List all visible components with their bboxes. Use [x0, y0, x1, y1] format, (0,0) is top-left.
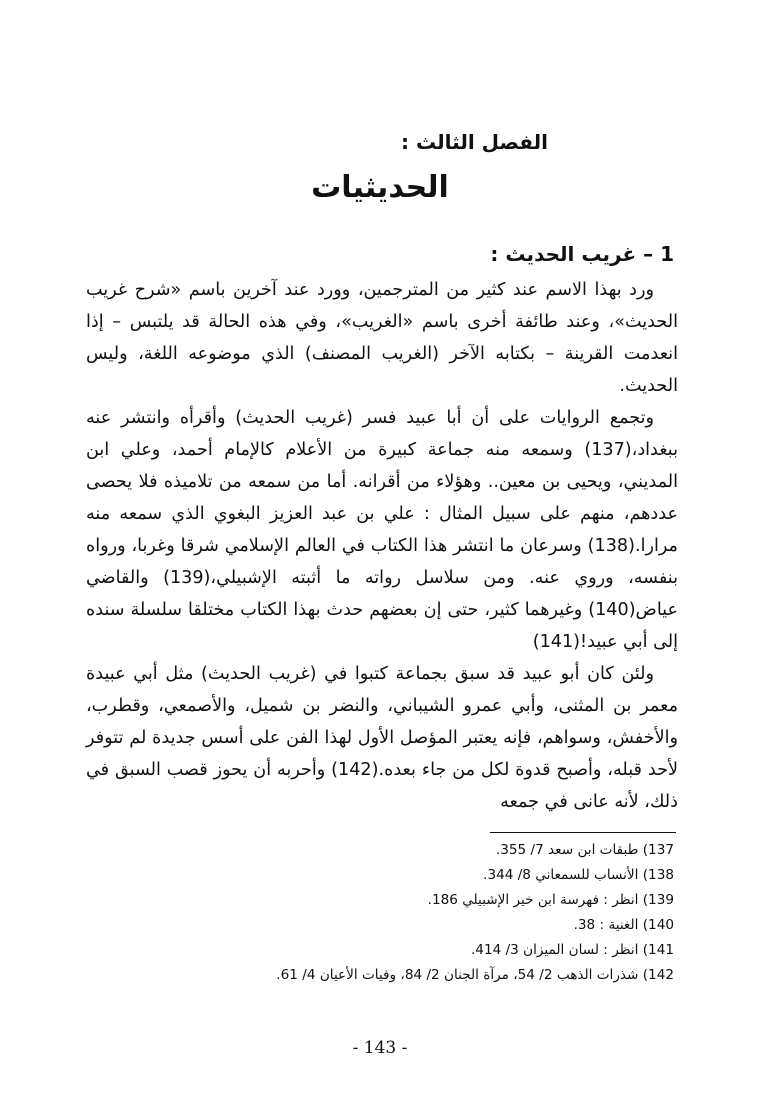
footnote: 138) الأنساب للسمعاني 8/ 344.	[483, 867, 674, 883]
footnote: 137) طبقات ابن سعد 7/ 355.	[495, 842, 674, 858]
footnote-separator	[490, 832, 676, 833]
page-number: - 143 -	[352, 1038, 408, 1058]
section-heading: 1 – غريب الحديث :	[490, 242, 674, 266]
paragraph: ورد بهذا الاسم عند كثير من المترجمين، وورد عند آخرين باسم «شرح غريب الحديث»، وعند طائفة أخرى باسم «الغريب»، وفي هذه الحالة قد يلتبس – إذا انعدمت القرينة – بكتابه الآخر (الغريب المصنف) الذي موضوعه اللغة، وليس الحديث.	[86, 280, 678, 396]
chapter-title: الحديثيات	[311, 170, 449, 205]
footnote: 142) شذرات الذهب 2/ 54، مرآة الجنان 2/ 84، وفيات الأعيان 4/ 61.	[276, 967, 674, 983]
paragraph: وتجمع الروايات على أن أبا عبيد فسر (غريب الحديث) وأقرأه وانتشر عنه ببغداد،(137) وسمعه منه جماعة كبيرة من الأعلام كالإمام أحمد، وعلي ابن المديني، ويحيى بن معين.. وهؤلاء من أقرانه. أما من سمعه من تلاميذه فلا يحصى عددهم، منهم على سبيل المثال : علي بن عبد العزيز البغوي الذي سمعه منه مرارا.(138) وسرعان ما انتشر هذا الكتاب في العالم الإسلامي شرقا وغربا، ورواه بنفسه، وروي عنه. ومن سلاسل رواته ما أثبته الإشبيلي،(139) والقاضي عياض(140) وغيرهما كثير، حتى إن بعضهم حدث بهذا الكتاب مختلقا سلسلة سنده إلى أبي عبيد!(141)	[86, 408, 678, 652]
footnote: 140) الغنية : 38.	[573, 917, 674, 933]
chapter-label: الفصل الثالث :	[401, 130, 548, 154]
body-text	[86, 274, 678, 818]
paragraph: ولئن كان أبو عبيد قد سبق بجماعة كتبوا في (غريب الحديث) مثل أبي عبيدة معمر بن المثنى، وأبي عمرو الشيباني، والنضر بن شميل، والأصمعي، وقطرب، والأخفش، وسواهم، فإنه يعتبر المؤصل الأول لهذا الفن على أسس جديدة لم تتوفر لأحد قبله، وأصبح قدوة لكل من جاء بعده.(142) وأحربه أن يحوز قصب السبق في ذلك، لأنه عانى في جمعه	[86, 664, 678, 812]
footnotes	[114, 838, 674, 988]
footnote: 141) انظر : لسان الميزان 3/ 414.	[470, 942, 674, 958]
footnote: 139) انظر : فهرسة ابن خير الإشبيلي 186.	[427, 892, 674, 908]
